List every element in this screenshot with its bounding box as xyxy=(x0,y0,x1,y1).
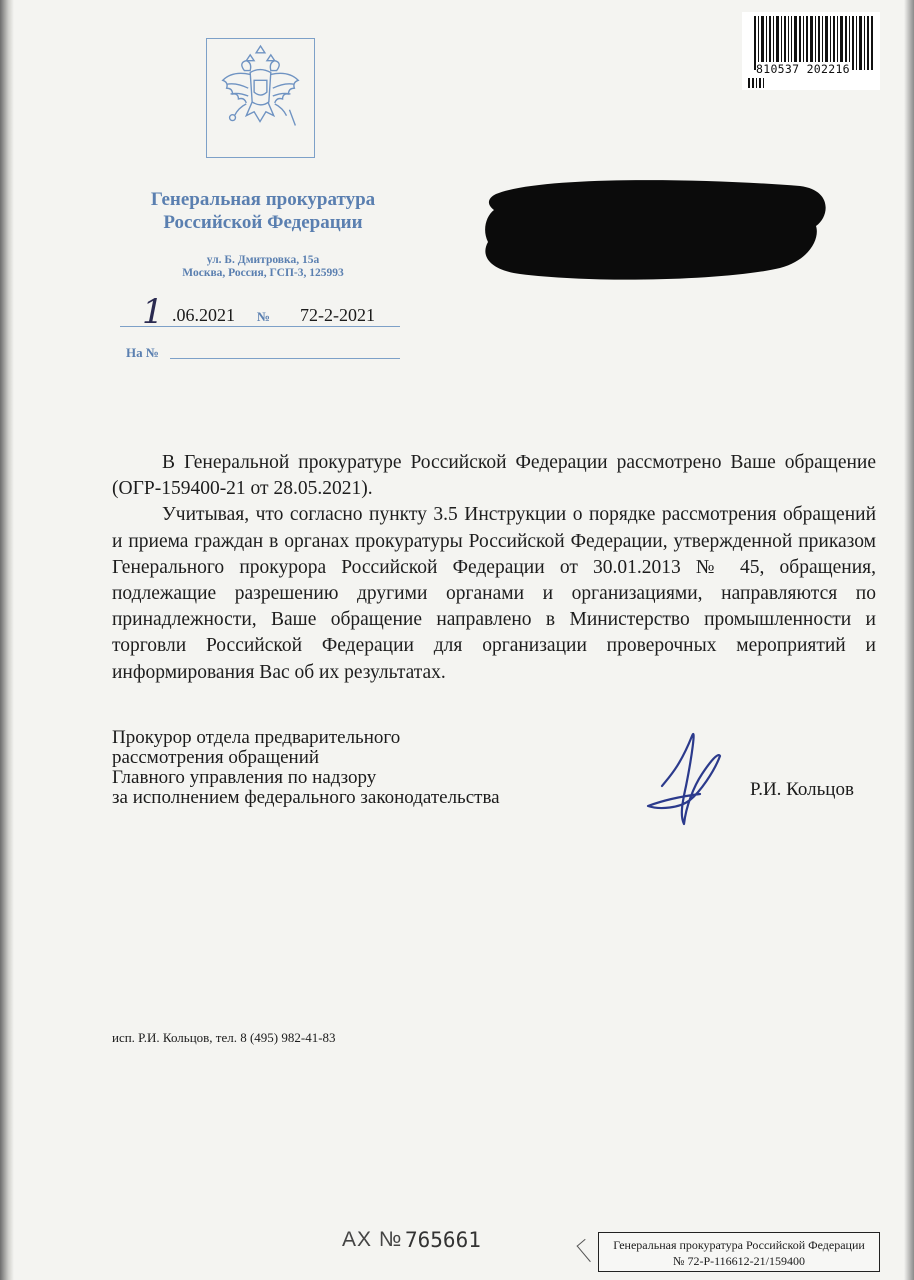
barcode xyxy=(742,12,880,90)
double-headed-eagle-icon xyxy=(207,39,314,157)
org-address-line1: ул. Б. Дмитровка, 15а xyxy=(206,254,320,266)
body-paragraph-1: В Генеральной прокуратуре Российской Федерации рассмотрено Ваше обращение (ОГР-159400-21 от 28.05.2021). xyxy=(112,452,876,500)
scan-edge-left xyxy=(0,0,14,1280)
barcode-small-marks xyxy=(748,78,778,88)
org-address-line2: Москва, Россия, ГСП-3, 125993 xyxy=(182,267,344,279)
org-name-line2: Российской Федерации xyxy=(163,212,363,233)
date-underline xyxy=(120,324,400,327)
reply-to-underline xyxy=(170,358,400,359)
number-mark: № xyxy=(257,309,271,324)
executor-info: исп. Р.И. Кольцов, тел. 8 (495) 982-41-83 xyxy=(112,1030,336,1045)
registration-stamp xyxy=(598,1232,880,1272)
redacted-recipient xyxy=(480,176,828,286)
scan-edge-right xyxy=(904,0,914,1280)
letter-body xyxy=(112,450,876,686)
signer-name: Р.И. Кольцов xyxy=(750,779,854,800)
position-line-4: за исполнением федерального законодательства xyxy=(112,787,500,808)
signatory-position xyxy=(112,728,500,808)
stamp-number: № 72-Р-116612-21/159400 xyxy=(673,1254,805,1268)
position-line-2: рассмотрения обращений xyxy=(112,747,320,768)
stamp-org: Генеральная прокуратура Российской Федерации xyxy=(613,1238,865,1252)
outgoing-date: .06.2021 xyxy=(172,305,235,325)
form-serial-label: АХ № xyxy=(342,1228,403,1251)
position-line-1: Прокурор отдела предварительного xyxy=(112,727,401,748)
date-day-handwritten: 1 xyxy=(142,292,164,332)
form-serial-number: 765661 xyxy=(405,1228,481,1252)
reply-to-label: На № xyxy=(126,345,159,360)
barcode-number: 810537 202216 xyxy=(756,62,850,76)
coat-of-arms-emblem xyxy=(206,38,315,158)
outgoing-number: 72-2-2021 xyxy=(300,305,375,325)
position-line-3: Главного управления по надзору xyxy=(112,767,377,788)
stamp-corner-mark xyxy=(577,1239,599,1262)
handwritten-signature xyxy=(640,716,735,831)
body-paragraph-2: Учитывая, что согласно пункту 3.5 Инструкции о порядке рассмотрения обращений и приема граждан в органах прокуратуры Российской Федерации, утвержденной приказом Генерального прокурора Российской Федерации от 30.01.2013 № 45, обращения, подлежащие разрешению другими органами и организациями, направляются по принадлежности, Ваше обращение направлено в Министерство промышленности и торговли Российской Федерации для организации проверочных мероприятий и информирования Вас об их результатах. xyxy=(112,504,876,683)
org-name-line1: Генеральная прокуратура xyxy=(150,189,376,210)
